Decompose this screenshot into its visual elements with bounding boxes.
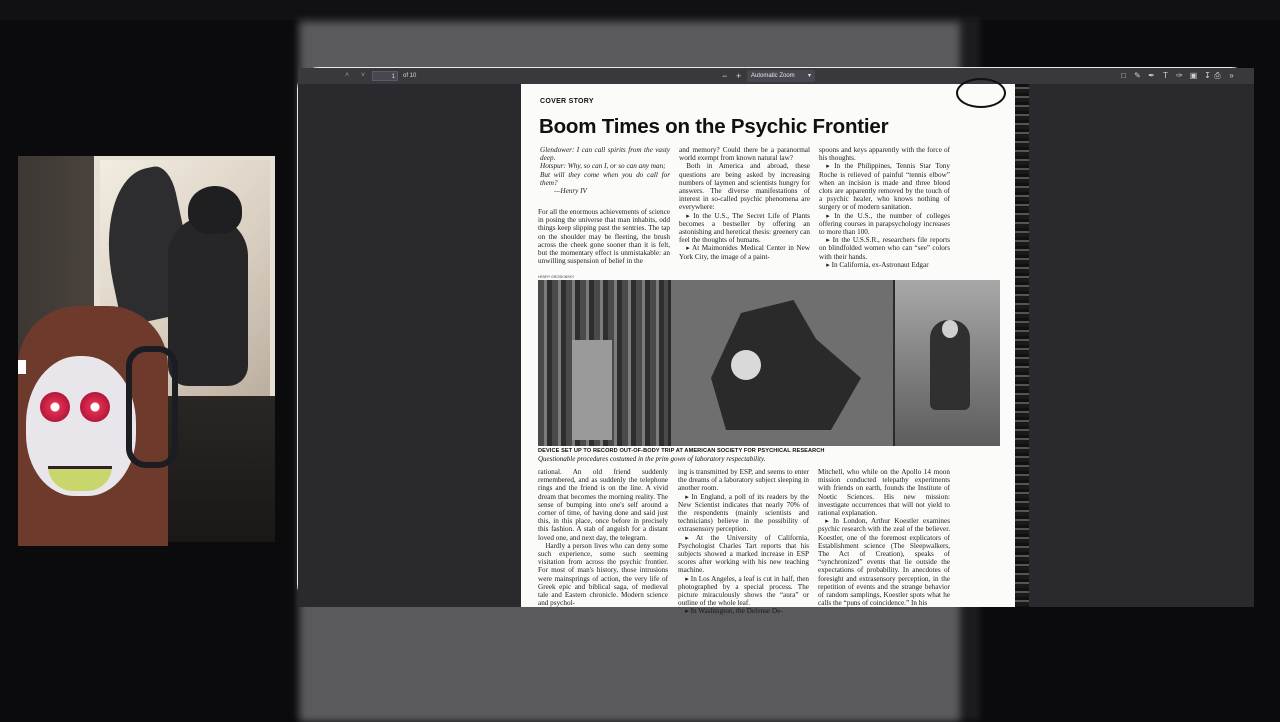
zoom-out-button[interactable]: −: [722, 71, 728, 81]
chevron-down-icon: ▾: [807, 73, 811, 79]
mask-right-eye: [80, 392, 110, 422]
painting-cat-head: [188, 186, 242, 234]
article-photo: [538, 280, 1000, 446]
article-column-2: and memory? Could there be a paranormal world exempt from known natural law? Both in America and abroad, these questions are being asked by increasing numbers of laymen and scientists hungry for answers. The diverse manifestations of interest in so-called psychic phenomena are everywhere: ▸ In the U.S., The Secret Life of Plants becomes a bestseller by offering an astonishing and heretical thesis: greenery can feel the thoughts of humans. ▸ At Maimonides Medical Center in New York City, the image of a paint-: [679, 146, 810, 261]
background-top-bar: [0, 0, 1280, 20]
text-tool-icon[interactable]: T: [1163, 71, 1168, 80]
webcam-overlay: [18, 156, 275, 542]
mask-left-eye: [40, 392, 70, 422]
zoom-select-value: Automatic Zoom: [751, 73, 795, 79]
painting-cat-body: [168, 216, 248, 386]
article-column-5: ing is transmitted by ESP, and seems to enter the dreams of a laboratory subject sleeping in another room. ▸ In England, a poll of its readers by the New Scientist indicates that nearly 70% of the respondents (mainly scientists and technicians) believe in the possibility of extrasensory perception. ▸ At the University of California, Psychologist Charles Tart reports that his subjects showed a marked increase in ESP scores after working with his new teaching machine. ▸ In Los Angeles, a leaf is cut in half, then photographed by a special process. The picture miraculously shows the “aura” or outline of the whole leaf. ▸ In Washington, the Defense De-: [678, 468, 809, 616]
photo-researcher: [572, 340, 612, 440]
scanned-page-edge: [1015, 84, 1029, 607]
page-number-input[interactable]: 1: [372, 71, 398, 81]
document-area[interactable]: [298, 84, 1254, 616]
edge-marker: [18, 360, 26, 374]
epigraph-attribution: —Henry IV: [554, 187, 587, 196]
article-column-1: For all the enormous achievements of science in posing the universe that man inhabits, odd things keep slipping past the sentries. The tap on the shoulder may be fleeting, the brush across the cheek gone sooner than it is felt, but the momentary effect is unmistakable: an unwilling suspension of belief in the: [538, 208, 670, 266]
highlight-icon[interactable]: ✒: [1148, 71, 1155, 80]
article-headline: Boom Times on the Psychic Frontier: [539, 115, 889, 138]
epigraph: [540, 146, 670, 200]
article-column-4: rational. An old friend suddenly remembered, and as suddenly the telephone rings and the friend is on the line. A vivid dream that becomes the morning reality. The sense of bumping into one's self around a corner of time, of having done and said just this, in this place, once before in precisely this fashion. A stab of anguish for a distant loved one, and next day, the telegram. Hardly a person lives who can deny some such experience, some such seeming visitation from across the psychic frontier. For most of man's history, those intrusions were mainsprings of action, the very life of Greek epic and biblical saga, of medieval tale and Eastern chronicle. Modern science and psychol-: [538, 468, 668, 608]
previous-page-button[interactable]: ˄: [345, 72, 350, 79]
more-tools-icon[interactable]: »: [1229, 71, 1234, 80]
epigraph-line: Hotspur: Why, so can I, or so can any man;: [540, 162, 666, 171]
photo-device-dial: [731, 350, 761, 380]
epigraph-line: Glendower: I can call spirits from the vasty deep.: [540, 146, 670, 163]
image-icon[interactable]: ▣: [1189, 71, 1198, 80]
print-icon[interactable]: ⎙: [1214, 71, 1221, 80]
photo-caption-title: DEVICE SET UP TO RECORD OUT-OF-BODY TRIP AT AMERICAN SOCIETY FOR PSYCHICAL RESEARCH: [538, 448, 825, 454]
section-label: COVER STORY: [540, 98, 594, 105]
pdf-page: [521, 84, 1029, 616]
headset: [126, 346, 178, 468]
zoom-select[interactable]: [747, 70, 815, 82]
epigraph-line: But will they come when you do call for them?: [540, 170, 670, 187]
pdf-toolbar: [298, 68, 1254, 84]
next-page-button[interactable]: ˅: [361, 72, 366, 79]
photo-caption-subtitle: Questionable procedures costumed in the prim gown of laboratory respectability.: [538, 455, 766, 463]
handwritten-stamp: [956, 78, 1006, 108]
pdf-viewer-window: [297, 67, 1253, 616]
article-column-6: Mitchell, who while on the Apollo 14 moon mission conducted telepathy experiments with friends on earth, founds the Institute of Noetic Sciences. His new mission: investigate occurrences that will not yield to rational explanation. ▸ In London, Arthur Koestler examines psychic research with the zeal of the believer. Koestler, one of the foremost explicators of Establishment science (The Sleepwalkers, The Act of Creation), speaks of “synchronized” events that lie outside the expectations of probability. In anecdotes of foresight and extrasensory perception, in the repetition of events and the strange behavior of random samplings, Koestler spots what he calls the “puns of coincidence.” In his: [818, 468, 950, 608]
edit-page-icon[interactable]: ✎: [1134, 71, 1141, 80]
page-total-label: of 10: [403, 73, 417, 79]
comment-icon[interactable]: □: [1121, 71, 1126, 80]
save-icon[interactable]: ↧: [1204, 71, 1211, 80]
article-column-3: spoons and keys apparently with the force of his thoughts. ▸ In the Philippines, Tennis Star Tony Roche is relieved of painful “tennis elbow” when an incision is made and three blood clots are apparently removed by the touch of a psychic healer, who knows nothing of surgery or of modern sanitation. ▸ In the U.S., the number of colleges offering courses in parapsychology increases to more than 100. ▸ In the U.S.S.R., researchers file reports on blindfolded women who can “see” colors with their hands. ▸ In California, ex-Astronaut Edgar: [819, 146, 950, 269]
photo-device-panel: [671, 280, 893, 446]
draw-icon[interactable]: ✑: [1176, 71, 1183, 80]
photo-credit: HENRY GROSKINSKY: [538, 275, 575, 279]
photo-subject-head: [942, 320, 958, 338]
zoom-in-button[interactable]: +: [736, 71, 742, 81]
photo-subject-room: [895, 280, 1000, 446]
